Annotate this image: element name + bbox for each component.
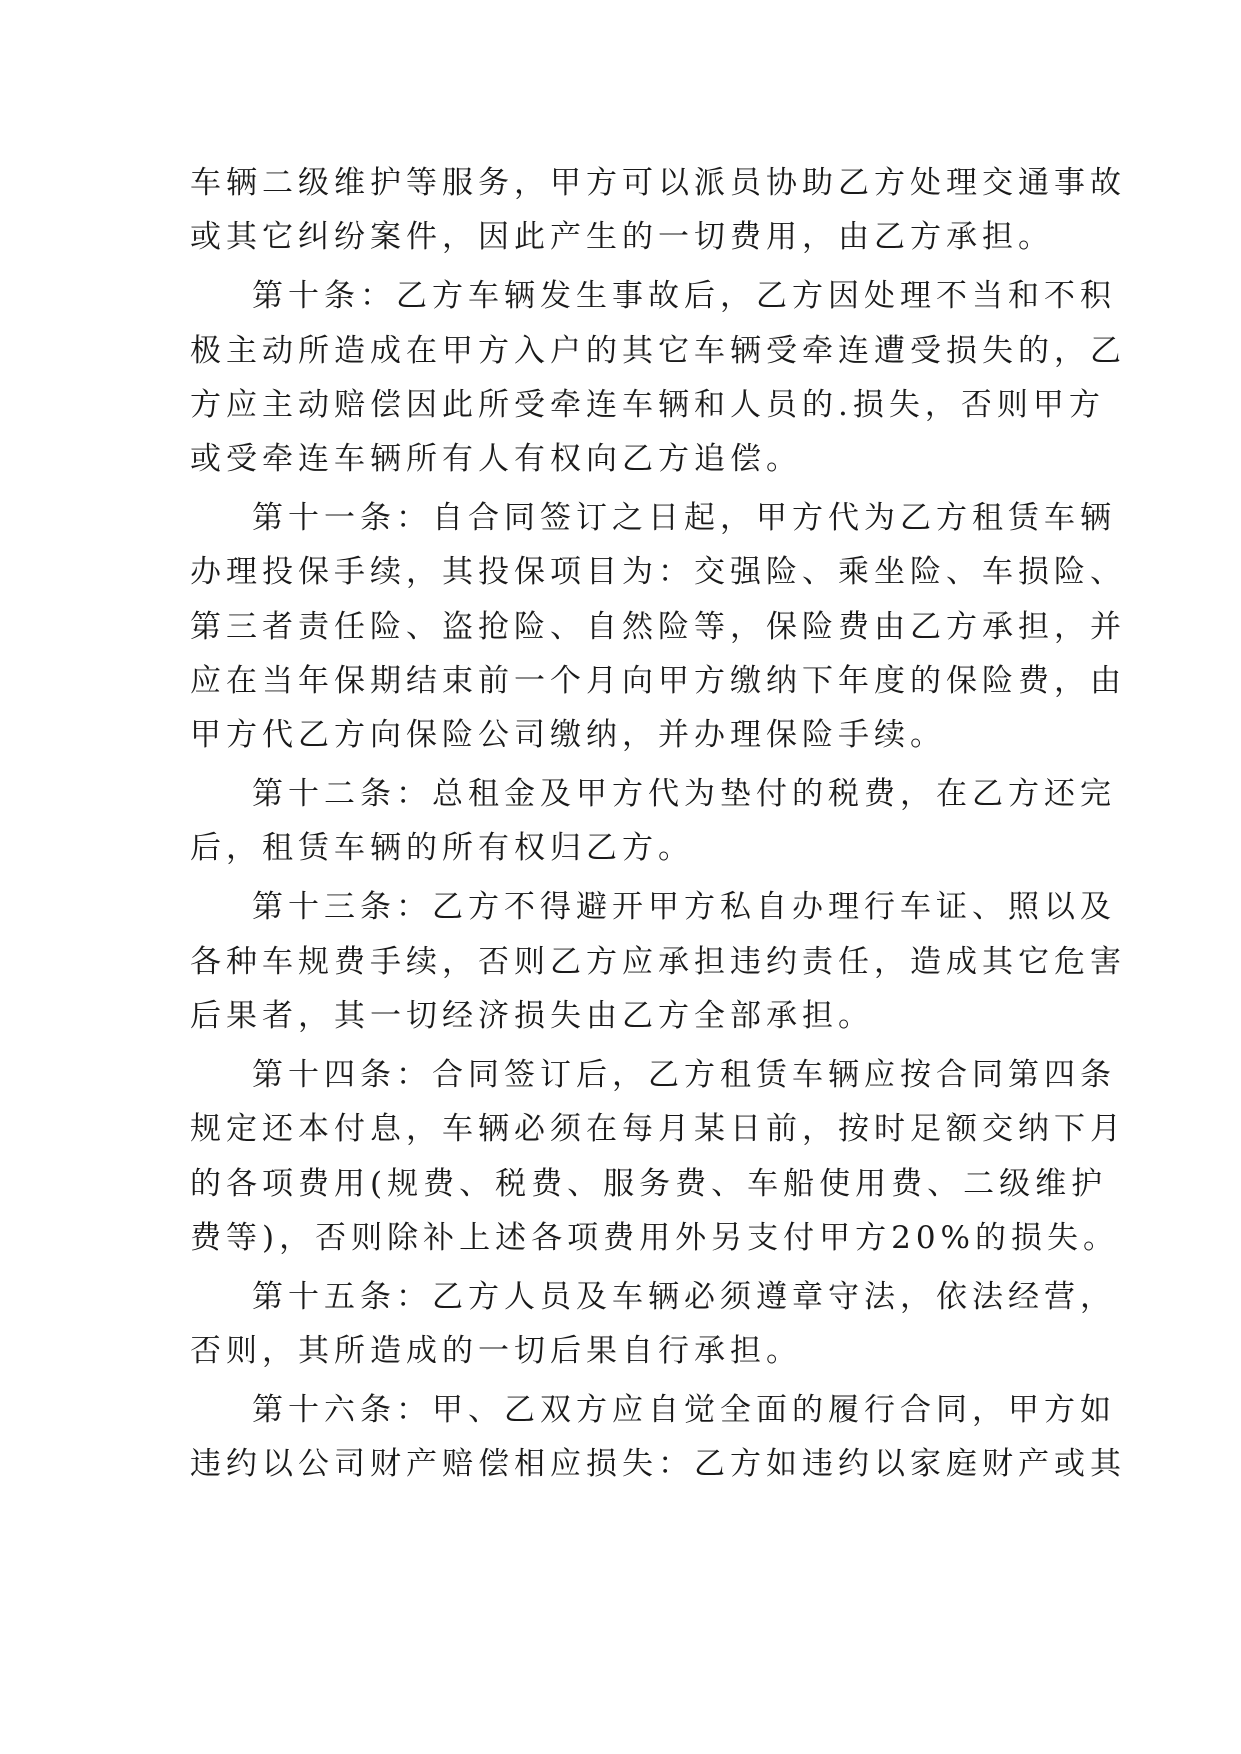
article-14-start: 第十四条：合同签订后，乙方租赁车辆应按合同第四条 — [252, 1057, 1116, 1093]
text-line: 应在当年保期结束前一个月向甲方缴纳下年度的保险费，由 — [190, 663, 1126, 699]
text-line: 各种车规费手续，否则乙方应承担违约责任，造成其它危害 — [190, 944, 1126, 980]
text-line: 车辆二级维护等服务，甲方可以派员协助乙方处理交通事故 — [190, 165, 1126, 201]
text-line: 的各项费用(规费、税费、服务费、车船使用费、二级维护 — [190, 1166, 1108, 1202]
text-line: 否则，其所造成的一切后果自行承担。 — [190, 1333, 802, 1369]
article-16-start: 第十六条：甲、乙双方应自觉全面的履行合同，甲方如 — [252, 1392, 1116, 1428]
text-line: 后果者，其一切经济损失由乙方全部承担。 — [190, 998, 874, 1034]
text-line: 办理投保手续，其投保项目为：交强险、乘坐险、车损险、 — [190, 554, 1126, 590]
text-line: 或其它纠纷案件，因此产生的一切费用，由乙方承担。 — [190, 219, 1054, 255]
text-line: 或受牵连车辆所有人有权向乙方追偿。 — [190, 441, 802, 477]
text-line: 费等)，否则除补上述各项费用外另支付甲方20%的损失。 — [190, 1220, 1119, 1256]
text-line: 规定还本付息，车辆必须在每月某日前，按时足额交纳下月 — [190, 1111, 1126, 1147]
text-line: 甲方代乙方向保险公司缴纳，并办理保险手续。 — [190, 717, 946, 753]
article-10-start: 第十条：乙方车辆发生事故后，乙方因处理不当和不积 — [252, 278, 1116, 314]
text-line: 极主动所造成在甲方入户的其它车辆受牵连遭受损失的，乙 — [190, 333, 1126, 369]
text-line: 方应主动赔偿因此所受牵连车辆和人员的.损失，否则甲方 — [190, 387, 1105, 423]
text-line: 后，租赁车辆的所有权归乙方。 — [190, 830, 694, 866]
text-line: 违约以公司财产赔偿相应损失：乙方如违约以家庭财产或其 — [190, 1446, 1126, 1482]
article-11-start: 第十一条：自合同签订之日起，甲方代为乙方租赁车辆 — [252, 500, 1116, 536]
article-13-start: 第十三条：乙方不得避开甲方私自办理行车证、照以及 — [252, 889, 1116, 925]
article-12-start: 第十二条：总租金及甲方代为垫付的税费，在乙方还完 — [252, 776, 1116, 812]
text-line: 第三者责任险、盗抢险、自然险等，保险费由乙方承担，并 — [190, 609, 1126, 645]
article-15-start: 第十五条：乙方人员及车辆必须遵章守法，依法经营， — [252, 1279, 1116, 1315]
